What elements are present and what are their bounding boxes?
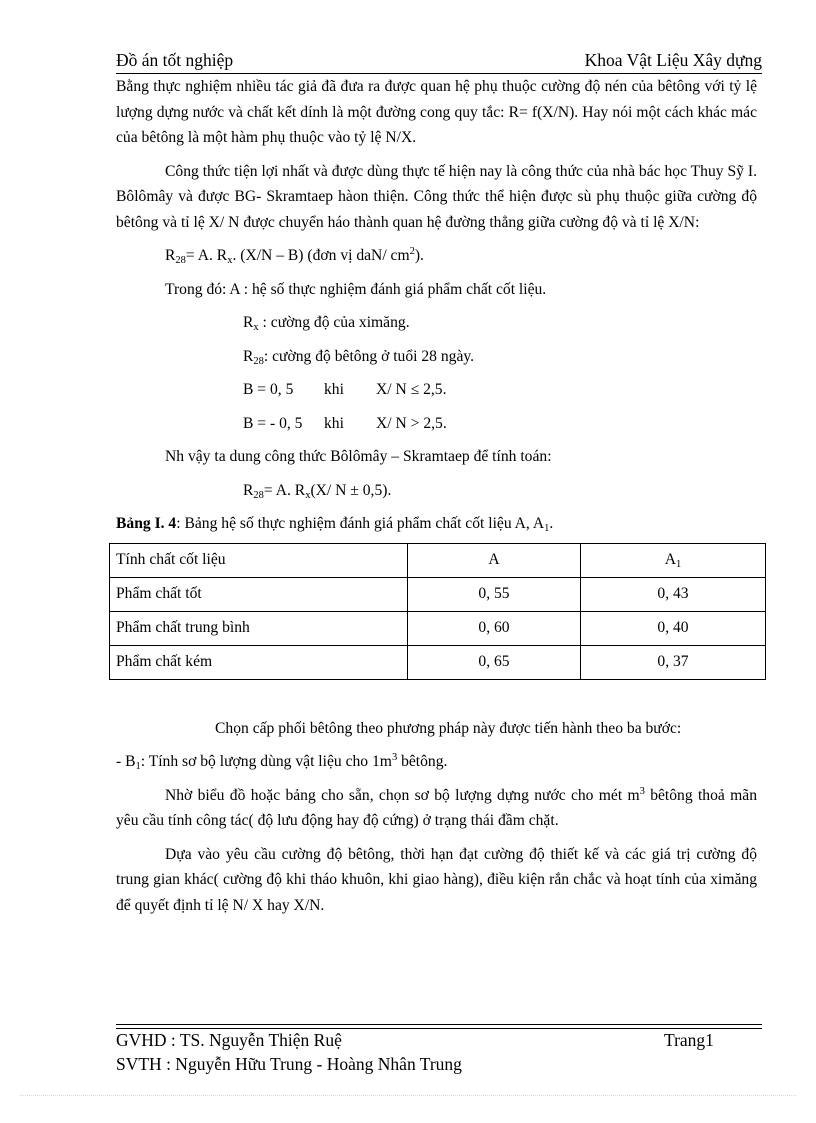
usage-sentence: Nh vậy ta dung công thức Bôlômây – Skramtaep để tính toán: — [165, 448, 552, 465]
table-caption: Bảng I. 4: Bảng hệ số thực nghiệm đánh giá phẩm chất cốt liệu A, $A_1$. — [116, 515, 554, 534]
footer-divider — [116, 1024, 762, 1025]
table-row — [110, 611, 766, 645]
header-cell-a1: $A_1$ — [581, 543, 766, 577]
row-a1: 0, 40 — [581, 611, 766, 645]
footer-page-number: Trang1 — [664, 1030, 714, 1050]
row-a: 0, 55 — [408, 577, 581, 611]
where-rx: $R_x$ : cường độ của ximăng. — [243, 314, 410, 333]
row-a1: 0, 43 — [581, 577, 766, 611]
where-a: Trong đó: A : hệ số thực nghiệm đánh giá phẩm chất cốt liệu. — [165, 280, 547, 298]
row-label: Phẩm chất trung bình — [110, 611, 408, 645]
paragraph-3: Chọn cấp phối bêtông theo phương pháp này được tiến hành theo ba bước: — [215, 719, 682, 737]
paragraph-1: Bằng thực nghiệm nhiều tác giả đã đưa ra được quan hệ phụ thuộc cường độ nén của bêtông với tỷ lệ lượng dựng nước và chất kết dính là một đường cong quy tắc: R= f(X/N). Hay nói một cách khác mác của bêtông là một hàm phụ thuộc vào tỷ lệ N/X. — [116, 78, 757, 146]
document-body — [116, 74, 757, 926]
footer-students: SVTH : Nguyễn Hữu Trung - Hoàng Nhân Trung — [116, 1054, 462, 1074]
page-header — [116, 50, 762, 72]
header-right: Khoa Vật Liệu Xây dựng — [584, 50, 762, 70]
row-label: Phẩm chất kém — [110, 645, 408, 679]
table-header-row — [110, 543, 766, 577]
header-left: Đồ án tốt nghiệp — [116, 50, 234, 70]
table-row — [110, 577, 766, 611]
coefficient-table — [109, 543, 766, 680]
row-a1: 0, 37 — [581, 645, 766, 679]
footer-divider-double — [116, 1028, 762, 1029]
header-cell-a: A — [408, 543, 581, 577]
page-bottom-edge — [20, 1095, 796, 1096]
footer-line-2 — [116, 1054, 762, 1075]
footer-line-1 — [116, 1030, 762, 1051]
step-1: - $B_1$: Tính sơ bộ lượng dùng vật liệu cho $1m^3$ bêtông. — [116, 752, 448, 772]
row-a: 0, 65 — [408, 645, 581, 679]
where-r28: $R_{28}$: cường độ bêtông ở tuổi 28 ngày. — [243, 347, 475, 367]
paragraph-2: Công thức tiện lợi nhất và được dùng thực tế hiện nay là công thức của nhà bác học Thuy Sỹ I. Bôlômây và được BG- Skramtaep hàon thiện. Công thức thể hiện được sù phụ thuộc giữa cường độ bêtông và tỉ lệ X/ N được chuyển háo thành quan hệ đường thẳng giữa cường độ và tỉ lệ X/N: — [116, 162, 757, 231]
footer-supervisor: GVHD : TS. Nguyễn Thiện Ruệ — [116, 1030, 342, 1050]
formula-bolomey: $R_{28}= A$. $R_x(X/$ N ± 0,5). — [243, 481, 392, 501]
table-row — [110, 645, 766, 679]
paragraph-4: Nhờ biểu đồ hoặc bảng cho sẵn, chọn sơ bộ lượng dựng nước cho mét $m^3$ bêtông thoả mãn yêu cầu tính công tác( độ lưu động hay độ cứng) ở trạng thái đầm chặt. — [116, 785, 757, 829]
where-b1: B = 0, 5 khi X/ N ≤ 2,5. — [243, 381, 447, 398]
row-label: Phẩm chất tốt — [110, 577, 408, 611]
header-cell-property: Tính chất cốt liệu — [110, 543, 408, 577]
formula-r28: $R_{28}= A$. $R_x$. (X/N – B) (đơn vị daN/ $cm^2$). — [165, 246, 424, 266]
paragraph-5: Dựa vào yêu cầu cường độ bêtông, thời hạn đạt cường độ thiết kế và các giá trị cường độ trung gian khác( cường độ khi tháo khuôn, khi giao hàng), điều kiện rắn chắc và hoạt tính của ximăng để quyết định tỉ lệ N/ X hay X/N. — [116, 845, 757, 914]
where-b2: B = - 0, 5 khi X/ N > 2,5. — [243, 414, 447, 432]
row-a: 0, 60 — [408, 611, 581, 645]
